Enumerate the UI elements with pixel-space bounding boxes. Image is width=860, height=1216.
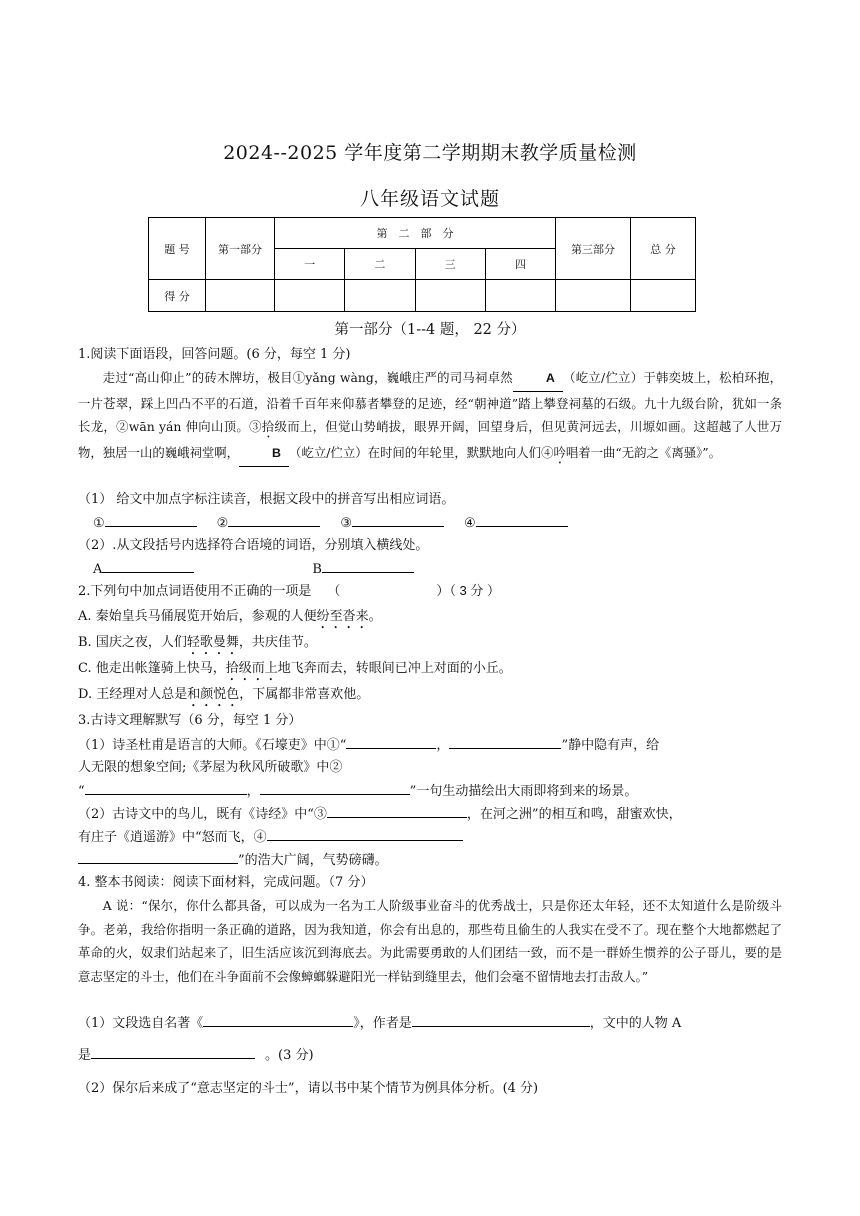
part1-heading: 第一部分（1--4 题， 22 分） [334,322,526,338]
exam-title: 2024--2025 学年度第二学期期末教学质量检测 [223,142,637,164]
q3-line6: ”的浩大广阔，气势磅礴。 [78,849,782,872]
score-table-sub: 二 [345,249,415,280]
dotted-char: 拾 [261,419,275,434]
q1-answer-line: ① ② ③ ④ [93,512,797,535]
q4-stem: 4. 整本书阅读：阅读下面材料，完成问题。（7 分） [78,875,374,890]
q2-option-c[interactable]: C. 他走出帐篷骑上快马，拾级而上地飞奔而去，转眼间已冲上对面的小丘。 [78,661,512,676]
q1-stem: 1.阅读下面语段，回答问题。(6 分，每空 1 分) [78,347,351,362]
q2-option-d[interactable]: D. 王经理对人总是和颜悦色，下属都非常喜欢他。 [78,687,370,702]
score-cell[interactable] [556,280,631,312]
poem-blank-1b[interactable] [449,734,561,749]
score-table-total: 总 分 [631,218,696,280]
q3-stem: 3.古诗文理解默写（6 分，每空 1 分） [78,713,302,728]
score-cell[interactable] [275,280,345,312]
score-table-sub: 四 [485,249,555,280]
blank-b[interactable]: B [239,442,289,467]
score-table-row-label: 得 分 [149,280,206,312]
q1-sub1: （1） 给文中加点字标注读音，根据文段中的拼音写出相应词语。 [78,492,455,507]
q3-line5: 有庄子《逍遥游》中“怒而飞，④ [78,826,782,849]
score-table-sub: 一 [275,249,345,280]
score-table-label: 题 号 [149,218,206,280]
q3-line3: “ ， ”一句生动描绘出大雨即将到来的场景。 [78,780,782,803]
score-cell[interactable] [631,280,696,312]
score-cell[interactable] [345,280,415,312]
score-table-part2: 第 二 部 分 [275,218,556,249]
poem-blank-2a[interactable] [85,780,247,795]
exam-subtitle: 八年级语文试题 [359,188,500,210]
q1-sub2: （2）.从文段括号内选择符合语境的词语，分别填入横线处。 [78,538,429,553]
q1-ab-line: A B [93,558,797,581]
answer-blank-3[interactable] [352,512,444,527]
poem-blank-2b[interactable] [260,780,410,795]
q3-line2: 人无限的想象空间;《茅屋为秋风所破歌》中② [78,760,343,775]
q2-stem: 2.下列句中加点词语使用不正确的一项是 （ ）（ 3 分 ） [78,583,501,599]
score-table [148,217,696,312]
score-table-part1: 第一部分 [206,218,275,280]
score-cell[interactable] [206,280,275,312]
q2-option-b[interactable]: B. 国庆之夜，人们轻歌曼舞，共庆佳节。 [78,635,317,650]
score-table-sub: 三 [415,249,485,280]
q4-sub2: （2）保尔后来成了“意志坚定的斗士”，请以书中某个情节为例具体分析。(4 分) [78,1081,539,1096]
poem-blank-4a[interactable] [267,826,463,841]
poem-blank-4b[interactable] [78,849,238,864]
q4-sub1-line2: 是 。(3 分) [78,1044,782,1067]
blank-a[interactable]: A [513,367,563,392]
score-table-part3: 第三部分 [556,218,631,280]
character-blank[interactable] [91,1044,255,1059]
answer-blank-b[interactable] [322,558,414,573]
q3-line4: （2）古诗文中的鸟儿，既有《诗经》中“③ ，在河之洲”的相互和鸣，甜蜜欢快， [78,803,782,826]
q4-passage: A 说：“保尔，你什么都具备，可以成为一名为工人阶级事业奋斗的优秀战士，只是你还太年轻，还不太知道什么是阶级斗争。老弟，我给你指明一条正确的道路，因为我知道，你会有出息的，那些苟且偷生的人我实在受不了。现在整个大地都燃起了革命的火，奴隶们站起来了，旧生活应该沉到海底去。为此需要勇敢的人们团结一致，而不是一群娇生惯养的公子哥儿，要的是意志坚定的斗士，他们在斗争面前不会像蟑螂躲避阳光一样钻到缝里去，他们会毫不留情地去打击敌人。” [78,898,782,984]
q1-passage: 走过“高山仰止”的砖木牌坊，极目①yǎng wàng，巍峨庄严的司马祠卓然 A （屹立/伫立）于韩奕坡上，松柏环抱，一片苍翠，踩上凹凸不平的石道，沿着千百年来仰慕者攀登的足迹，经“朝神道”踏上攀登祠墓的石级。九十九级台阶，犹如一条长龙，②wān yán 伸向山顶。③拾级而上，但觉山势峭拔，眼界开阔，回望身后，但见黄河远去，川塬如画。这超越了人世万物，独居一山的巍峨祠堂啊， B （屹立/伫立）在时间的年轮里，默默地向人们④吟唱着一曲“无韵之《离骚》”。 [78,366,782,467]
q4-sub1-line1: （1）文段选自名著《 》，作者是 ，文中的人物 A [78,1012,782,1035]
dotted-char: 吟 [553,445,566,460]
answer-blank-a[interactable] [102,558,194,573]
score-cell[interactable] [415,280,485,312]
poem-blank-1a[interactable] [346,734,436,749]
author-blank[interactable] [412,1012,590,1027]
book-title-blank[interactable] [203,1012,353,1027]
answer-blank-4[interactable] [476,512,568,527]
score-cell[interactable] [485,280,555,312]
answer-blank-1[interactable] [105,512,197,527]
q3-line1: （1）诗圣杜甫是语言的大师。《石壕吏》中①“ ， ”静中隐有声，给 [78,734,782,757]
q2-option-a[interactable]: A. 秦始皇兵马俑展览开始后，参观的人便纷至沓来。 [78,609,382,624]
answer-blank-2[interactable] [228,512,320,527]
poem-blank-3[interactable] [327,803,467,818]
